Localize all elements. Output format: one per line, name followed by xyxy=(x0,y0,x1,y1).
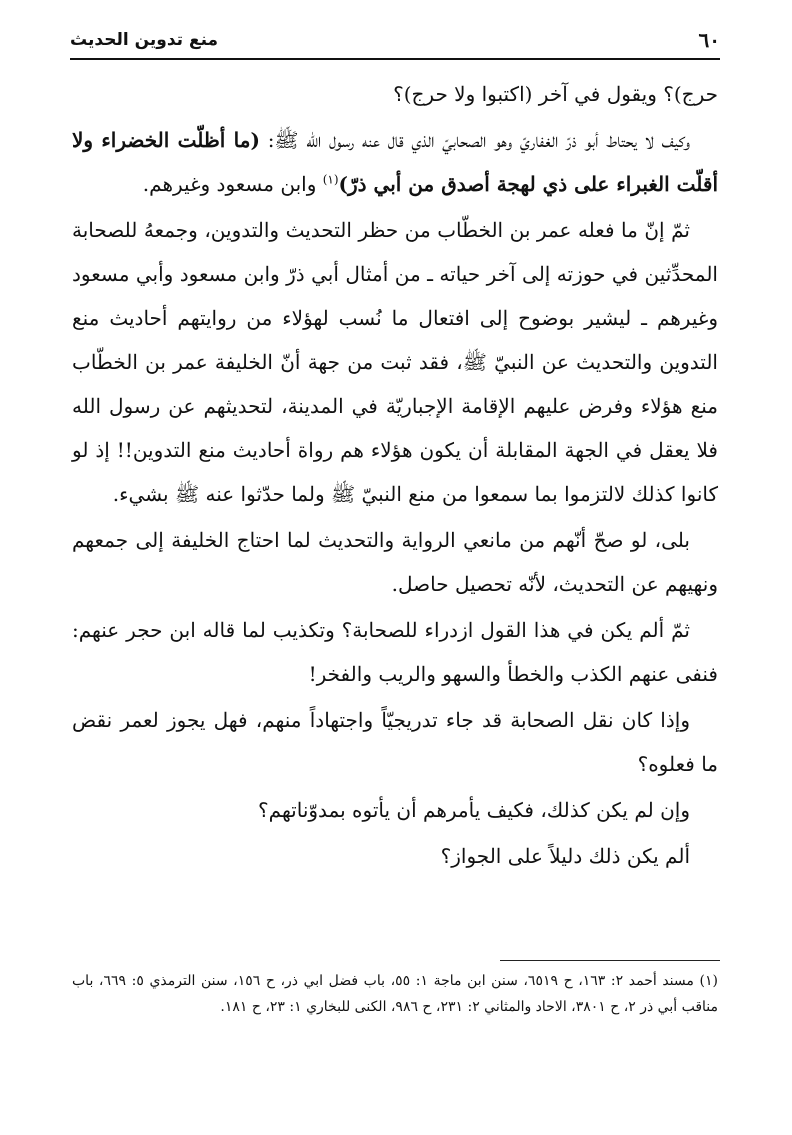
footnote-rule xyxy=(500,960,720,961)
paragraph-5: ثمّ ألم يكن في هذا القول ازدراء للصحابة؟ وتكذيب لما قاله ابن حجر عنهم: فنفى عنهم الكذب والخطأ والسهو والريب والفخر! xyxy=(72,618,718,686)
footnote-marker: (١) xyxy=(322,172,339,187)
page-number: ٦٠ xyxy=(698,28,720,52)
footnote: (١) مسند أحمد ٢: ١٦٣، ح ٦٥١٩، سنن ابن ماجة ١: ٥٥، باب فضل ابي ذر، ح ١٥٦، سنن الترمذي ٥: ٦٦٩، باب مناقب أبي ذر ٢، ح ٣٨٠١، الاحاد والمثاني ٢: ٢٣١، ح ٩٨٦، الكنى للبخاري ١: ٢٣، ح ١٨١. xyxy=(72,973,718,1015)
page-header xyxy=(70,26,720,56)
running-title: منع تدوين الحديث xyxy=(70,30,219,50)
hadith-quote: (ما أظلّت الخضراء ولا أقلّت الغبراء على ذي لهجة أصدق من أبي ذرّ) xyxy=(72,128,718,196)
header-rule xyxy=(70,58,720,60)
paragraph-7: وإن لم يكن كذلك، فكيف يأمرهم أن يأتوه بمدوّناتهم؟ xyxy=(258,798,690,822)
paragraph-2 xyxy=(72,118,718,206)
paragraph-3: ثمّ إنّ ما فعله عمر بن الخطّاب من حظر التحديث والتدوين، وجمعهُ للصحابة المحدِّثين في حوزته إلى آخر حياته ـ من أمثال أبي ذرّ وابن مسعود وأبي مسعود وغيرهم ـ ليشير بوضوح إلى افتعال ما نُسب لهؤلاء من روايتهم أحاديث منع التدوين والتحديث عن النبيّ ﷺ، فقد ثبت من جهة أنّ الخليفة عمر بن الخطّاب منع هؤلاء وفرض عليهم الإقامة الإجباريّة في المدينة، لتحديثهم عن رسول الله فلا يعقل في الجهة المقابلة أن يكون هؤلاء هم رواة أحاديث منع التدوين!! إذ لو كانوا كذلك لالتزموا بما سمعوا من منع النبيّ ﷺ ولما حدّثوا عنه ﷺ بشيء. xyxy=(72,218,718,506)
paragraph-4: بلى، لو صحّ أنّهم من مانعي الرواية والتحديث لما احتاج الخليفة إلى جمعهم ونهيهم عن التحديث، لأنّه تحصيل حاصل. xyxy=(72,528,718,596)
paragraph-1: حرج)؟ ويقول في آخر (اكتبوا ولا حرج)؟ xyxy=(393,82,718,106)
paragraph-6: وإذا كان نقل الصحابة قد جاء تدريجيّاً واجتهاداً منهم، فهل يجوز لعمر نقض ما فعلوه؟ xyxy=(72,708,718,776)
paragraph-2-intro: وكيف لا يحتاط أبو ذرّ الغفاريّ وهو الصحابيّ الذي قال عنه رسول الله ﷺ: xyxy=(267,128,691,152)
paragraph-2-end: وابن مسعود وغيرهم. xyxy=(142,172,317,196)
main-text xyxy=(72,72,718,880)
paragraph-8: ألم يكن ذلك دليلاً على الجواز؟ xyxy=(440,844,690,868)
